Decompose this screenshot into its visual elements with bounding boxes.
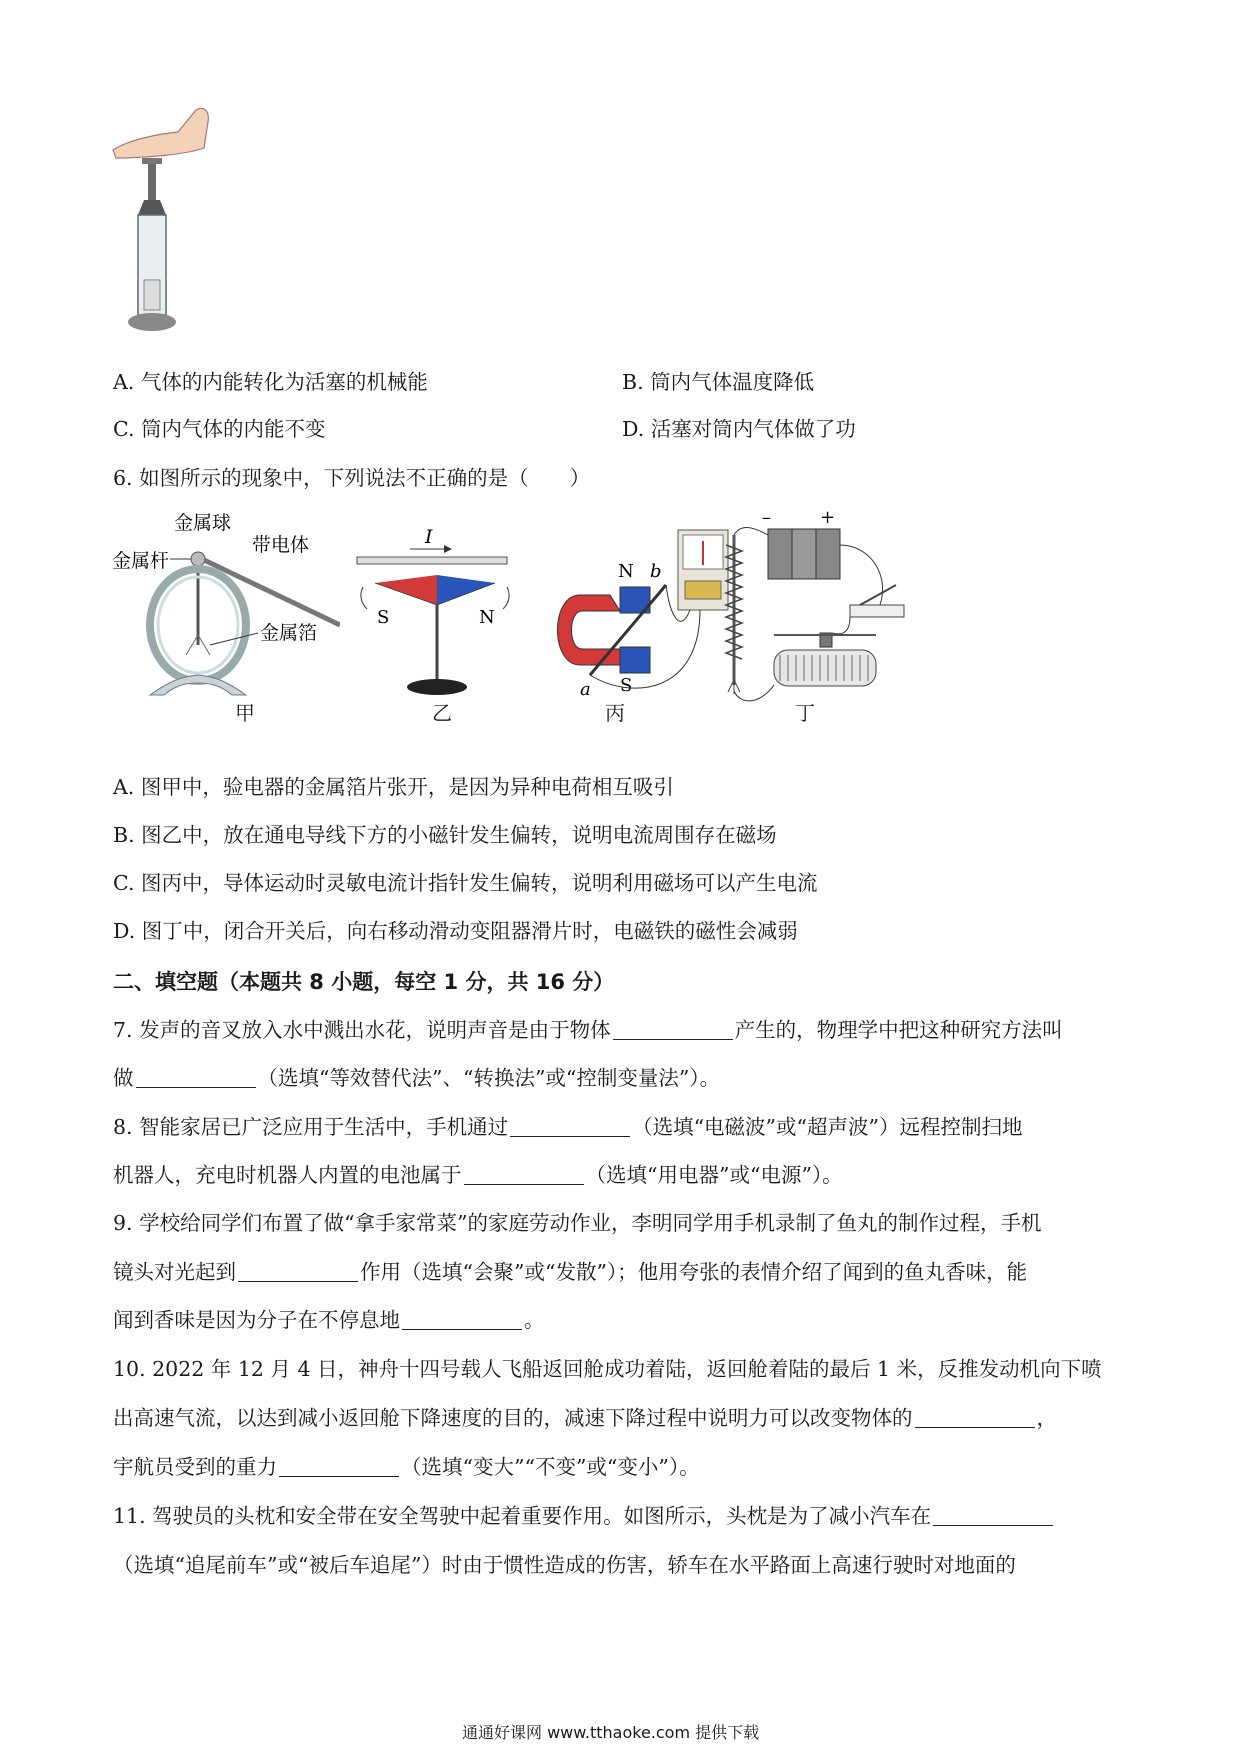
q9-line3 <box>113 1306 545 1334</box>
q9-line1: 9. 学校给同学们布置了做“拿手家常菜”的家庭劳动作业，李明同学用手机录制了鱼丸的制作过程，手机 <box>113 1211 1042 1235</box>
q10-line3 <box>113 1453 700 1481</box>
q9-blank-1[interactable] <box>238 1261 358 1282</box>
label-s: S <box>377 607 390 628</box>
q5-option-a: A. 气体的内能转化为活塞的机械能 <box>113 370 428 394</box>
q11-text-1a: 11. 驾驶员的头枕和安全带在安全驾驶中起着重要作用。如图所示，头枕是为了减小汽车在 <box>113 1504 932 1528</box>
air-compression-figure <box>108 100 218 340</box>
q10-blank-1[interactable] <box>915 1407 1035 1428</box>
label-a: a <box>580 679 591 700</box>
label-n-pole: N <box>618 561 634 582</box>
q11-line1 <box>113 1502 1055 1530</box>
q5-option-c: C. 筒内气体的内能不变 <box>113 417 326 441</box>
label-s-pole: S <box>620 675 633 696</box>
q8-text-2b: （选填“用电器”或“电源”）。 <box>585 1163 843 1187</box>
q7-blank-2[interactable] <box>136 1067 256 1088</box>
q9-text-3b: 。 <box>524 1308 545 1332</box>
q9-text-3a: 闻到香味是因为分子在不停息地 <box>113 1308 400 1332</box>
q7-line2 <box>113 1064 720 1092</box>
caption-yi: 乙 <box>432 701 452 725</box>
q10-line1: 10. 2022 年 12 月 4 日，神舟十四号载人飞船返回舱成功着陆，返回舱着陆的最后 1 米，反推发动机向下喷 <box>113 1357 1102 1381</box>
label-current: I <box>425 526 433 548</box>
label-b: b <box>650 561 662 582</box>
q7-line1 <box>113 1016 1063 1044</box>
label-metal-ball: 金属球 <box>174 512 232 534</box>
q8-line2 <box>113 1161 843 1189</box>
q8-text-1b: （选填“电磁波”或“超声波”）远程控制扫地 <box>632 1115 1023 1139</box>
q7-blank-1[interactable] <box>613 1019 733 1040</box>
q11-line2: （选填“追尾前车”或“被后车追尾”）时由于惯性造成的伤害，轿车在水平路面上高速行驶时对地面的 <box>113 1553 1016 1577</box>
electroscope-figure <box>110 505 340 705</box>
q8-blank-2[interactable] <box>464 1164 584 1185</box>
page-footer: 通通好课网 www.tthaoke.com 提供下载 <box>462 1723 760 1742</box>
q7-text-1b: 产生的，物理学中把这种研究方法叫 <box>734 1018 1063 1042</box>
q8-text-1a: 8. 智能家居已广泛应用于生活中，手机通过 <box>113 1115 509 1139</box>
q10-line2 <box>113 1404 1057 1432</box>
q10-text-2b: ， <box>1036 1406 1057 1430</box>
caption-ding: 丁 <box>795 701 815 725</box>
q6-option-a: A. 图甲中，验电器的金属箔片张开，是因为异种电荷相互吸引 <box>113 775 674 799</box>
induction-figure <box>520 525 730 705</box>
caption-jia: 甲 <box>235 701 255 725</box>
q6-option-b: B. 图乙中，放在通电导线下方的小磁针发生偏转，说明电流周围存在磁场 <box>113 823 777 847</box>
q7-text-2b: （选填“等效替代法”、“转换法”或“控制变量法”）。 <box>257 1066 721 1090</box>
q6-stem: 6. 如图所示的现象中，下列说法不正确的是（ ） <box>113 466 591 490</box>
caption-bing: 丙 <box>605 701 625 725</box>
q8-line1 <box>113 1113 1023 1141</box>
q8-text-2a: 机器人，充电时机器人内置的电池属于 <box>113 1163 462 1187</box>
q5-option-d: D. 活塞对筒内气体做了功 <box>622 417 856 441</box>
q9-text-2a: 镜头对光起到 <box>113 1260 236 1284</box>
q10-text-3a: 宇航员受到的重力 <box>113 1455 277 1479</box>
section-title: 二、填空题（本题共 8 小题，每空 1 分，共 16 分） <box>113 970 615 994</box>
q11-blank-1[interactable] <box>933 1505 1053 1526</box>
q6-option-c: C. 图丙中，导体运动时灵敏电流计指针发生偏转，说明利用磁场可以产生电流 <box>113 871 818 895</box>
label-plus: + <box>820 507 836 528</box>
label-metal-foil: 金属箔 <box>260 622 318 644</box>
q10-text-3b: （选填“变大”“不变”或“变小”）。 <box>401 1455 700 1479</box>
q10-text-2a: 出高速气流，以达到减小返回舱下降速度的目的，减速下降过程中说明力可以改变物体的 <box>113 1406 913 1430</box>
compass-wire-figure <box>355 525 520 705</box>
label-charged-body: 带电体 <box>252 534 310 556</box>
q7-text-2a: 做 <box>113 1066 134 1090</box>
q8-blank-1[interactable] <box>510 1116 630 1137</box>
q7-text-1a: 7. 发声的音叉放入水中溅出水花，说明声音是由于物体 <box>113 1018 611 1042</box>
q5-option-b: B. 筒内气体温度降低 <box>622 370 815 394</box>
q6-figures <box>110 505 910 725</box>
label-minus: – <box>762 507 771 528</box>
q9-text-2b: 作用（选填“会聚”或“发散”）；他用夸张的表情介绍了闻到的鱼丸香味，能 <box>360 1260 1028 1284</box>
label-n: N <box>479 607 495 628</box>
label-metal-rod: 金属杆 <box>112 550 170 572</box>
q6-option-d: D. 图丁中，闭合开关后，向右移动滑动变阻器滑片时，电磁铁的磁性会减弱 <box>113 919 798 943</box>
electromagnet-figure <box>700 505 910 710</box>
q10-blank-2[interactable] <box>279 1456 399 1477</box>
q9-line2 <box>113 1258 1027 1286</box>
q9-blank-2[interactable] <box>402 1309 522 1330</box>
